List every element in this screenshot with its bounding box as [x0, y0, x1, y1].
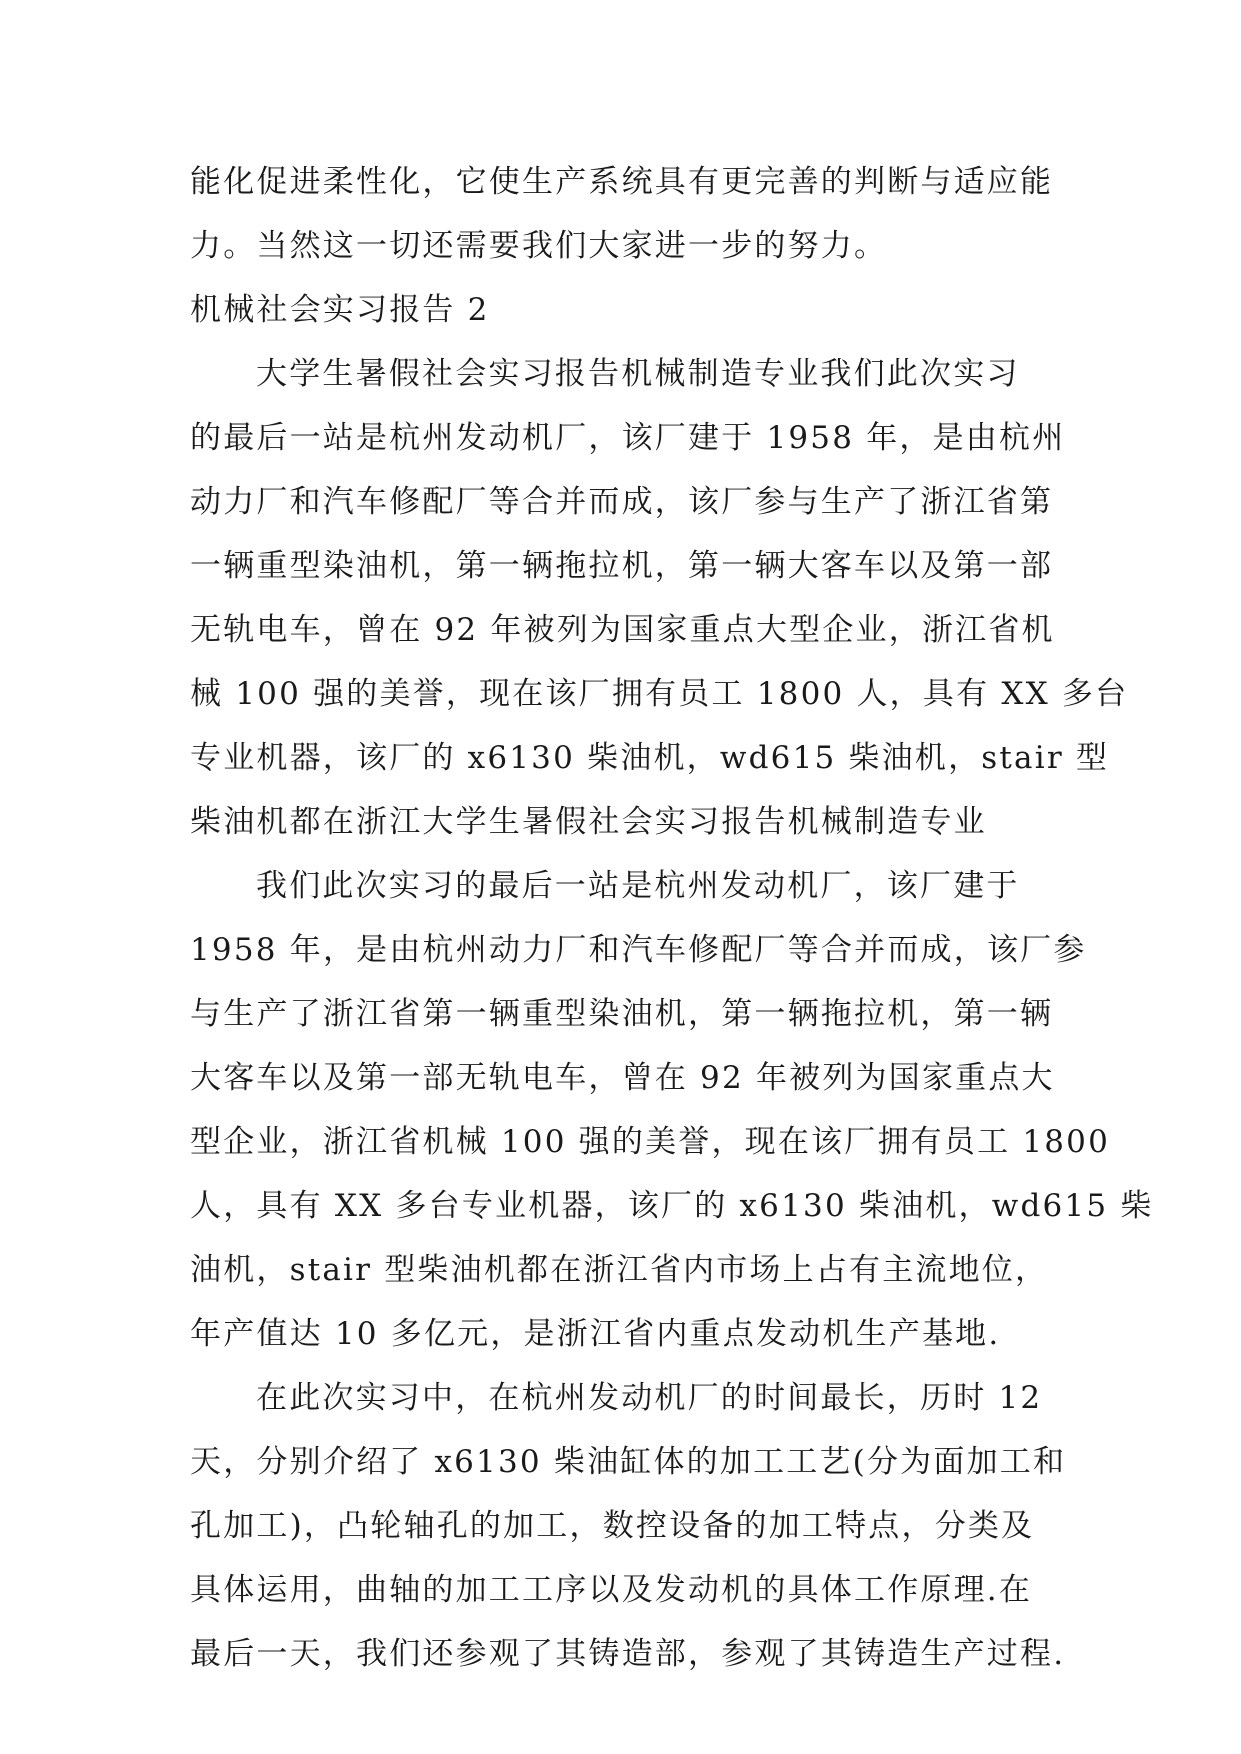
- text-line: 专业机器，该厂的 x6130 柴油机，wd615 柴油机，stair 型: [190, 740, 1110, 776]
- text-line: 年产值达 10 多亿元，是浙江省内重点发动机生产基地.: [190, 1316, 1001, 1352]
- text-line: 最后一天，我们还参观了其铸造部，参观了其铸造生产过程.: [190, 1636, 1066, 1672]
- continuation-paragraph: [190, 150, 1052, 278]
- document-page: [190, 150, 1154, 1686]
- text-line: 大客车以及第一部无轨电车，曾在 92 年被列为国家重点大: [190, 1060, 1055, 1096]
- text-line: 人，具有 XX 多台专业机器，该厂的 x6130 柴油机，wd615 柴: [190, 1188, 1154, 1224]
- text-line: 天，分别介绍了 x6130 柴油缸体的加工工艺(分为面加工和: [190, 1444, 1067, 1480]
- text-line: 无轨电车，曾在 92 年被列为国家重点大型企业，浙江省机: [190, 612, 1055, 648]
- text-line: 大学生暑假社会实习报告机械制造专业我们此次实习: [256, 356, 1020, 392]
- text-line: 械 100 强的美誉，现在该厂拥有员工 1800 人，具有 XX 多台: [190, 676, 1129, 712]
- paragraph-1: [190, 342, 1129, 854]
- text-line: 能化促进柔性化，它使生产系统具有更完善的判断与适应能: [190, 164, 1054, 200]
- text-line: 1958 年，是由杭州动力厂和汽车修配厂等合并而成，该厂参: [190, 932, 1087, 968]
- paragraph-2: [190, 854, 1154, 1366]
- paragraph-3: [190, 1366, 1067, 1686]
- section-title: 机械社会实习报告 2: [190, 292, 490, 328]
- text-line: 孔加工)，凸轮轴孔的加工，数控设备的加工特点，分类及: [190, 1508, 1035, 1544]
- text-line: 与生产了浙江省第一辆重型染油机，第一辆拖拉机，第一辆: [190, 996, 1054, 1032]
- text-line: 力。当然这一切还需要我们大家进一步的努力。: [190, 228, 888, 264]
- text-line: 的最后一站是杭州发动机厂，该厂建于 1958 年，是由杭州: [190, 420, 1066, 456]
- text-line: 我们此次实习的最后一站是杭州发动机厂，该厂建于: [256, 868, 1020, 904]
- text-line: 油机，stair 型柴油机都在浙江省内市场上占有主流地位，: [190, 1252, 1049, 1288]
- text-line: 一辆重型染油机，第一辆拖拉机，第一辆大客车以及第一部: [190, 548, 1054, 584]
- text-line: 动力厂和汽车修配厂等合并而成，该厂参与生产了浙江省第: [190, 484, 1054, 520]
- text-line: 型企业，浙江省机械 100 强的美誉，现在该厂拥有员工 1800: [190, 1124, 1111, 1160]
- text-line: 柴油机都在浙江大学生暑假社会实习报告机械制造专业: [190, 804, 987, 840]
- text-line: 在此次实习中，在杭州发动机厂的时间最长，历时 12: [256, 1380, 1043, 1416]
- text-line: 具体运用，曲轴的加工工序以及发动机的具体工作原理.在: [190, 1572, 1033, 1608]
